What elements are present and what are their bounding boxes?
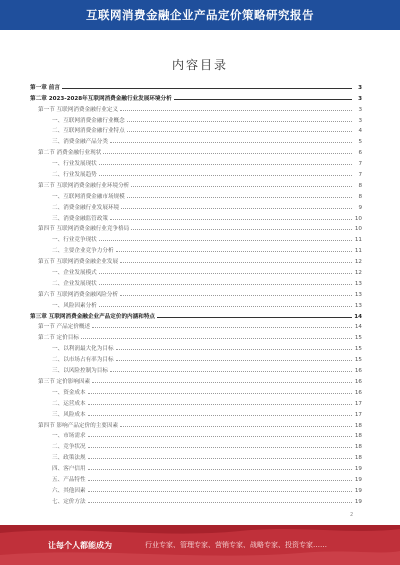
toc-leader-dots <box>127 121 352 122</box>
toc-entry-label: 一、市场需求 <box>52 433 86 440</box>
toc-leader-dots <box>110 219 352 220</box>
toc-entry-row[interactable] <box>30 298 362 309</box>
toc-entry-label: 二、互联网消费金融行业特点 <box>52 128 125 135</box>
toc-entry-row[interactable] <box>30 243 362 254</box>
toc-entry-row[interactable] <box>30 450 362 461</box>
toc-entry-label: 二、行业发展趋势 <box>52 172 97 179</box>
toc-leader-dots <box>92 327 352 328</box>
toc-entry-row[interactable] <box>30 167 362 178</box>
toc-leader-dots <box>92 382 352 383</box>
header-banner <box>0 0 400 30</box>
toc-leader-dots <box>99 306 352 307</box>
toc-entry-label: 第五节 互联网消费金融企业发展 <box>38 259 119 266</box>
toc-entry-page: 19 <box>354 466 362 473</box>
toc-leader-dots <box>127 197 352 198</box>
toc-leader-dots <box>99 284 352 285</box>
toc-entry-page: 7 <box>358 161 362 168</box>
toc-entry-row[interactable] <box>30 287 362 298</box>
toc-entry-page: 8 <box>358 193 362 200</box>
toc-entry-row[interactable] <box>30 200 362 211</box>
toc-entry-label: 三、以风险控制为目标 <box>52 368 108 375</box>
toc-leader-dots <box>88 415 352 416</box>
toc-entry-page: 13 <box>354 302 362 309</box>
toc-leader-dots <box>116 349 352 350</box>
toc-entry-label: 一、风险因素分析 <box>52 302 97 309</box>
toc-entry-row[interactable] <box>30 472 362 483</box>
toc-entry-page: 9 <box>358 204 362 211</box>
toc-chapter-row[interactable] <box>30 80 362 91</box>
toc-entry-page: 5 <box>358 139 362 146</box>
toc-leader-dots <box>88 458 352 459</box>
toc-entry-label: 二、企业发展现状 <box>52 280 97 287</box>
toc-leader-dots <box>120 426 352 427</box>
toc-entry-page: 12 <box>354 259 362 266</box>
toc-entry-label: 三、消费金融产品分类 <box>52 139 108 146</box>
toc-entry-row[interactable] <box>30 385 362 396</box>
toc-entry-page: 11 <box>354 237 362 244</box>
toc-leader-dots <box>110 371 352 372</box>
toc-entry-row[interactable] <box>30 276 362 287</box>
toc-leader-dots <box>88 404 352 405</box>
toc-entry-label: 二、竞争状况 <box>52 444 86 451</box>
toc-leader-dots <box>99 240 352 241</box>
toc-entry-page: 3 <box>358 84 362 91</box>
toc-leader-dots <box>116 251 352 252</box>
toc-entry-row[interactable] <box>30 407 362 418</box>
toc-entry-page: 8 <box>358 182 362 189</box>
toc-entry-page: 15 <box>354 346 362 353</box>
toc-leader-dots <box>88 447 352 448</box>
toc-leader-dots <box>88 480 352 481</box>
toc-entry-label: 二、运营成本 <box>52 400 86 407</box>
report-title: 互联网消费金融企业产品定价策略研究报告 <box>86 8 314 22</box>
toc-entry-row[interactable] <box>30 494 362 505</box>
toc-leader-dots <box>131 229 352 230</box>
toc-entry-row[interactable] <box>30 113 362 124</box>
toc-entry-row[interactable] <box>30 483 362 494</box>
toc-entry-row[interactable] <box>30 124 362 135</box>
toc-entry-page: 14 <box>354 324 362 331</box>
toc-entry-page: 3 <box>358 117 362 124</box>
toc-entry-label: 第三节 定价影响因素 <box>38 378 91 385</box>
toc-entry-label: 第二节 消费金融行业现状 <box>38 150 102 157</box>
toc-entry-row[interactable] <box>30 341 362 352</box>
toc-entry-page: 17 <box>354 400 362 407</box>
toc-entry-page: 18 <box>354 455 362 462</box>
toc-entry-label: 第一节 互联网消费金融行业定义 <box>38 106 119 113</box>
toc-entry-label: 一、资金成本 <box>52 389 86 396</box>
toc-entry-row[interactable] <box>30 145 362 156</box>
toc-chapter-row[interactable] <box>30 91 362 102</box>
toc-leader-dots <box>174 99 352 100</box>
footer-tags: 行业专家、管理专家、营销专家、战略专家、投资专家…… <box>145 541 327 549</box>
toc-entry-row[interactable] <box>30 320 362 331</box>
toc-entry-label: 第六节 互联网消费金融风险分析 <box>38 291 119 298</box>
toc-entry-label: 六、其他因素 <box>52 487 86 494</box>
toc-entry-label: 第一节 产品定价概述 <box>38 324 91 331</box>
toc-entry-label: 第三章 互联网消费金融企业产品定价的内涵和特点 <box>30 313 156 320</box>
toc-leader-dots <box>120 262 352 263</box>
toc-entry-row[interactable] <box>30 352 362 363</box>
toc-entry-label: 五、产品特性 <box>52 476 86 483</box>
toc-entry-label: 七、定价方法 <box>52 498 86 505</box>
toc-entry-page: 3 <box>358 95 362 102</box>
toc-entry-page: 10 <box>354 226 362 233</box>
toc-entry-page: 4 <box>358 128 362 135</box>
toc-entry-page: 18 <box>354 433 362 440</box>
toc-entry-label: 第四节 互联网消费金融行业竞争格局 <box>38 226 130 233</box>
toc-chapter-row[interactable] <box>30 309 362 320</box>
footer-slogan: 让每个人都能成为 <box>48 541 112 550</box>
toc-entry-row[interactable] <box>30 396 362 407</box>
toc-entry-page: 14 <box>354 313 362 320</box>
toc-entry-row[interactable] <box>30 374 362 385</box>
toc-leader-dots <box>110 142 352 143</box>
toc-entry-page: 15 <box>354 335 362 342</box>
toc-entry-label: 二、以市场占有率为目标 <box>52 357 114 364</box>
table-of-contents <box>30 80 362 505</box>
toc-leader-dots <box>88 491 352 492</box>
toc-entry-label: 第二节 定价目标 <box>38 335 79 342</box>
toc-leader-dots <box>88 393 352 394</box>
footer-banner <box>0 525 400 565</box>
toc-entry-row[interactable] <box>30 156 362 167</box>
toc-entry-row[interactable] <box>30 265 362 276</box>
toc-entry-label: 三、风险成本 <box>52 411 86 418</box>
toc-entry-page: 16 <box>354 389 362 396</box>
toc-leader-dots <box>103 153 352 154</box>
toc-entry-row[interactable] <box>30 102 362 113</box>
toc-entry-row[interactable] <box>30 363 362 374</box>
toc-entry-row[interactable] <box>30 134 362 145</box>
toc-leader-dots <box>88 436 352 437</box>
toc-title: 内容目录 <box>171 58 228 72</box>
toc-entry-label: 第三节 互联网消费金融行业环境分析 <box>38 182 130 189</box>
toc-leader-dots <box>157 317 352 318</box>
toc-entry-page: 19 <box>354 487 362 494</box>
toc-entry-page: 10 <box>354 215 362 222</box>
toc-entry-page: 12 <box>354 270 362 277</box>
toc-entry-row[interactable] <box>30 211 362 222</box>
toc-entry-label: 三、消费金融监管政策 <box>52 215 108 222</box>
toc-entry-row[interactable] <box>30 418 362 429</box>
toc-entry-label: 一、以利润最大化为目标 <box>52 346 114 353</box>
toc-entry-page: 15 <box>354 357 362 364</box>
toc-entry-page: 19 <box>354 476 362 483</box>
toc-entry-page: 17 <box>354 411 362 418</box>
toc-entry-page: 6 <box>358 150 362 157</box>
toc-entry-row[interactable] <box>30 429 362 440</box>
toc-entry-row[interactable] <box>30 330 362 341</box>
toc-entry-page: 3 <box>358 106 362 113</box>
toc-leader-dots <box>120 295 352 296</box>
toc-entry-label: 三、政策法规 <box>52 455 86 462</box>
page-number: 2 <box>350 512 354 518</box>
toc-leader-dots <box>121 208 352 209</box>
toc-entry-page: 16 <box>354 378 362 385</box>
toc-entry-label: 一、互联网消费金融市场规模 <box>52 193 125 200</box>
toc-entry-row[interactable] <box>30 232 362 243</box>
toc-entry-label: 第二章 2023-2028年互联网消费金融行业发展环境分析 <box>30 95 172 102</box>
toc-entry-label: 第四节 影响产品定价的主要因素 <box>38 422 119 429</box>
toc-entry-label: 一、企业发展模式 <box>52 270 97 277</box>
toc-entry-label: 一、互联网消费金融行业概念 <box>52 117 125 124</box>
toc-entry-row[interactable] <box>30 439 362 450</box>
toc-leader-dots <box>120 110 352 111</box>
toc-entry-row[interactable] <box>30 178 362 189</box>
toc-entry-page: 7 <box>358 172 362 179</box>
toc-entry-row[interactable] <box>30 461 362 472</box>
toc-leader-dots <box>131 186 352 187</box>
toc-entry-label: 一、行业竞争现状 <box>52 237 97 244</box>
toc-entry-label: 四、客户信用 <box>52 466 86 473</box>
toc-entry-label: 第一章 前言 <box>30 84 60 91</box>
toc-entry-page: 13 <box>354 291 362 298</box>
toc-leader-dots <box>116 360 352 361</box>
toc-entry-label: 二、主要企业竞争力分析 <box>52 248 114 255</box>
toc-entry-row[interactable] <box>30 189 362 200</box>
toc-leader-dots <box>99 164 352 165</box>
toc-leader-dots <box>99 175 352 176</box>
toc-entry-row[interactable] <box>30 222 362 233</box>
toc-leader-dots <box>88 502 352 503</box>
toc-leader-dots <box>127 131 352 132</box>
toc-entry-page: 18 <box>354 422 362 429</box>
toc-entry-page: 13 <box>354 280 362 287</box>
toc-leader-dots <box>81 338 352 339</box>
toc-entry-page: 11 <box>354 248 362 255</box>
toc-leader-dots <box>88 469 352 470</box>
toc-entry-label: 一、行业发展现状 <box>52 161 97 168</box>
toc-entry-page: 16 <box>354 368 362 375</box>
toc-entry-row[interactable] <box>30 254 362 265</box>
toc-entry-label: 二、消费金融行业发展环境 <box>52 204 120 211</box>
toc-entry-page: 19 <box>354 498 362 505</box>
toc-leader-dots <box>99 273 352 274</box>
toc-entry-page: 18 <box>354 444 362 451</box>
toc-leader-dots <box>62 88 352 89</box>
